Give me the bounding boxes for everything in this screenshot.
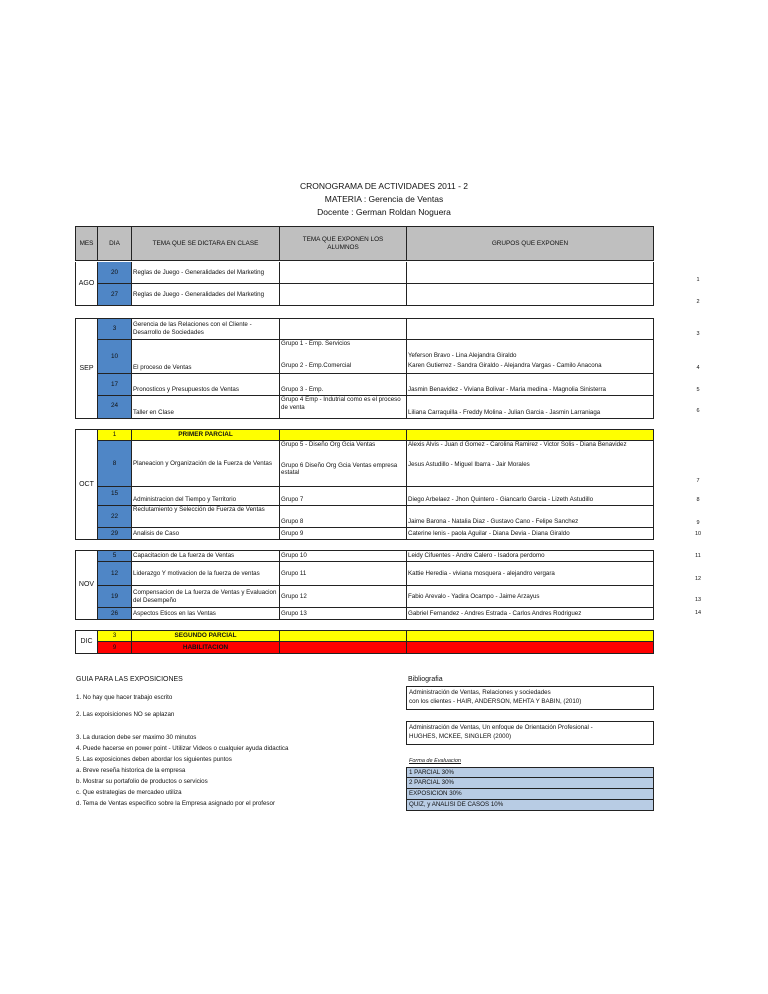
guide-item: 2. Las expoisiciones NO se aplazan	[76, 711, 175, 718]
expo-line: Grupo 5 - Diseño Org Gcia Ventas	[281, 441, 376, 448]
groups-cell	[406, 441, 654, 487]
groups-cell	[406, 318, 654, 340]
month-label: OCT	[75, 429, 97, 540]
month-label: DIC	[75, 630, 97, 654]
expo-line: Grupo 6 Diseño Org Gcia Ventas empresa estatal	[281, 461, 398, 477]
schedule-title: CRONOGRAMA DE ACTIVIDADES 2011 - 2	[300, 181, 468, 191]
expo-cell	[279, 429, 406, 441]
expo-cell	[279, 318, 406, 340]
day-cell: 27	[97, 284, 131, 306]
row-number: 4	[696, 365, 700, 371]
day-cell: 20	[97, 262, 131, 284]
expo-cell: Grupo 13	[279, 608, 406, 620]
day-cell: 5	[97, 550, 131, 562]
row-number: 11	[695, 553, 701, 559]
evaluation-item: 2 PARCIAL 30%	[406, 778, 654, 789]
groups-line: Alexis Alvis - Juan d Gomez - Carolina Ramirez - Victor Solis - Diana Benavidez	[408, 441, 627, 448]
row-number: 1	[696, 277, 700, 283]
groups-cell	[406, 284, 654, 306]
guide-item: c. Que estrategias de mercadeo utiliza	[76, 789, 182, 796]
topic-cell: Compensacion de La fuerza de Ventas y Evaluacion del Desempeño	[131, 586, 279, 608]
exam-label: HABILITACION	[131, 642, 279, 654]
evaluation-item: 1 PARCIAL 30%	[406, 767, 654, 778]
expo-cell	[279, 630, 406, 642]
teacher-line: Docente : German Roldan Noguera	[317, 207, 451, 217]
month-label: NOV	[75, 550, 97, 620]
expo-cell	[279, 642, 406, 654]
row-number: 8	[696, 497, 700, 503]
expo-line: Grupo 2 - Emp.Comercial	[281, 361, 352, 369]
topic-cell: Gerencia de las Relaciones con el Cliente - Desarrollo de Sociedades	[131, 318, 279, 340]
evaluation-title: Forma de Evaluacion	[409, 758, 461, 764]
row-number: 2	[696, 299, 700, 305]
col-dia-header: DIA	[97, 226, 131, 261]
col-grupos-header: GRUPOS QUE EXPONEN	[406, 226, 654, 261]
book-line: Administración de Ventas, Un enfoque de Orientación Profesional -	[409, 724, 593, 731]
row-number: 12	[694, 576, 702, 582]
groups-line: Yeferson Bravo - Lina Alejandra Giraldo	[408, 352, 517, 359]
groups-cell: Jasmin Benavidez - Viviana Bolivar - Maria medina - Magnolia Sinisterra	[406, 374, 654, 396]
topic-cell: El proceso de Ventas	[131, 340, 279, 374]
groups-line: Karen Gutierrez - Sandra Giraldo - Alejandra Vargas - Camilo Anacona	[408, 361, 602, 369]
day-cell: 10	[97, 340, 131, 374]
row-number: 10	[694, 531, 702, 537]
groups-line: Jesus Astudillo - Miguel Ibarra - Jair Morales	[408, 460, 530, 468]
expo-line: Grupo 1 - Emp. Servicios	[281, 340, 351, 347]
day-cell: 29	[97, 528, 131, 540]
groups-cell: Caterine lenis - paola Aguilar - Diana Devia - Diana Giraldo	[406, 528, 654, 540]
expo-cell: Grupo 12	[279, 586, 406, 608]
guide-item: a. Breve reseña historica de la empresa	[76, 767, 186, 774]
day-cell: 19	[97, 586, 131, 608]
topic-cell: Liderazgo Y motivacion de la fuerza de ventas	[131, 562, 279, 586]
expo-cell: Grupo 4 Emp - Indutrial como es el proceso de venta	[279, 396, 406, 419]
day-cell: 22	[97, 506, 131, 528]
book-entry	[406, 721, 654, 745]
row-number: 13	[694, 597, 702, 603]
row-number: 5	[696, 387, 700, 393]
day-cell: 15	[97, 487, 131, 506]
guide-item: b. Mostrar su portafolio de productos o servicios	[76, 778, 208, 785]
topic-cell: Aspectos Eticos en las Ventas	[131, 608, 279, 620]
row-number: 14	[694, 610, 702, 616]
guide-item: 1. No hay que hacer trabajo escrito	[76, 694, 173, 701]
groups-cell: Jaime Barona - Natalia Diaz - Gustavo Cano - Felipe Sanchez	[406, 506, 654, 528]
groups-cell: Fabio Arevalo - Yadira Ocampo - Jaime Arzayus	[406, 586, 654, 608]
topic-cell: Taller en Clase	[131, 396, 279, 419]
row-number: 7	[696, 478, 700, 484]
col-mes-header: MES	[75, 226, 97, 261]
day-cell: 8	[97, 441, 131, 487]
expo-cell: Grupo 9	[279, 528, 406, 540]
month-label: SEP	[75, 318, 97, 419]
topic-cell: Planeacion y Organización de la Fuerza de Ventas	[131, 441, 279, 487]
groups-cell	[406, 340, 654, 374]
row-number: 3	[696, 331, 700, 337]
expo-cell	[279, 340, 406, 374]
guide-item: 3. La duracion debe ser maximo 30 minutos	[76, 734, 197, 741]
topic-cell: Pronosticos y Presupuestos de Ventas	[131, 374, 279, 396]
subject-line: MATERIA : Gerencia de Ventas	[324, 194, 444, 204]
book-line: HUGHES, MCKEE, SINGLER (2000)	[409, 733, 512, 740]
expo-cell	[279, 262, 406, 284]
groups-cell: Diego Arbelaez - Jhon Quintero - Giancarlo Garcia - Lizeth Astudillo	[406, 487, 654, 506]
groups-cell	[406, 429, 654, 441]
day-cell: 9	[97, 642, 131, 654]
evaluation-item: QUIZ, y ANALISI DE CASOS 10%	[406, 800, 654, 811]
expo-cell: Grupo 7	[279, 487, 406, 506]
book-entry	[406, 686, 654, 710]
topic-cell: Administracion del Tiempo y Territorio	[131, 487, 279, 506]
expo-cell: Grupo 10	[279, 550, 406, 562]
guide-item: 5. Las exposiciones deben abordar los siguientes puntos	[76, 756, 232, 763]
groups-cell	[406, 630, 654, 642]
groups-cell	[406, 262, 654, 284]
day-cell: 1	[97, 429, 131, 441]
day-cell: 3	[97, 630, 131, 642]
expo-cell	[279, 284, 406, 306]
book-line: con los clientes - HAIR, ANDERSON, MEHTA Y BABIN, (2010)	[409, 698, 582, 705]
col-tema-header: TEMA QUE SE DICTARA EN CLASE	[131, 226, 279, 261]
expo-cell: Grupo 3 - Emp.	[279, 374, 406, 396]
evaluation-item: EXPOSICION 30%	[406, 789, 654, 800]
groups-cell: Gabriel Fernandez - Andres Estrada - Carlos Andres Rodriguez	[406, 608, 654, 620]
topic-cell: Analisis de Caso	[131, 528, 279, 540]
day-cell: 12	[97, 562, 131, 586]
topic-cell: Reglas de Juego - Generalidades del Marketing	[131, 284, 279, 306]
book-line: Administración de Ventas, Relaciones y sociedades	[409, 689, 551, 696]
topic-cell: Reglas de Juego - Generalidades del Marketing	[131, 262, 279, 284]
groups-cell: Kattie Heredia - viviana mosquera - alejandro vergara	[406, 562, 654, 586]
expo-cell	[279, 441, 406, 487]
guide-item: d. Tema de Ventas especifico sobre la Empresa asignado por el profesor	[76, 800, 276, 807]
groups-cell: Leidy Cifuentes - Andre Calero - Isadora perdomo	[406, 550, 654, 562]
groups-cell: Liliana Carraquilla - Freddy Molina - Julian Garcia - Jasmin Larraniaga	[406, 396, 654, 419]
guide-title: GUIA PARA LAS EXPOSICIONES	[76, 676, 183, 683]
groups-cell	[406, 642, 654, 654]
bibliography-title: Bibliografia	[408, 676, 443, 683]
expo-cell: Grupo 8	[279, 506, 406, 528]
month-label: AGO	[75, 262, 97, 306]
row-number: 9	[696, 520, 700, 526]
guide-item: 4. Puede hacerse en power point - Utilizar Videos o cualquier ayuda didactica	[76, 745, 289, 752]
col-expo-header: TEMA QUE EXPONEN LOS ALUMNOS	[279, 226, 406, 261]
exam-label: SEGUNDO PARCIAL	[131, 630, 279, 642]
day-cell: 24	[97, 396, 131, 419]
day-cell: 26	[97, 608, 131, 620]
day-cell: 17	[97, 374, 131, 396]
topic-cell: Capacitacion de La fuerza de Ventas	[131, 550, 279, 562]
expo-cell: Grupo 11	[279, 562, 406, 586]
row-number: 6	[696, 408, 700, 414]
day-cell: 3	[97, 318, 131, 340]
topic-cell: Reclutamiento y Selección de Fuerza de Ventas	[131, 506, 279, 528]
exam-label: PRIMER PARCIAL	[131, 429, 279, 441]
